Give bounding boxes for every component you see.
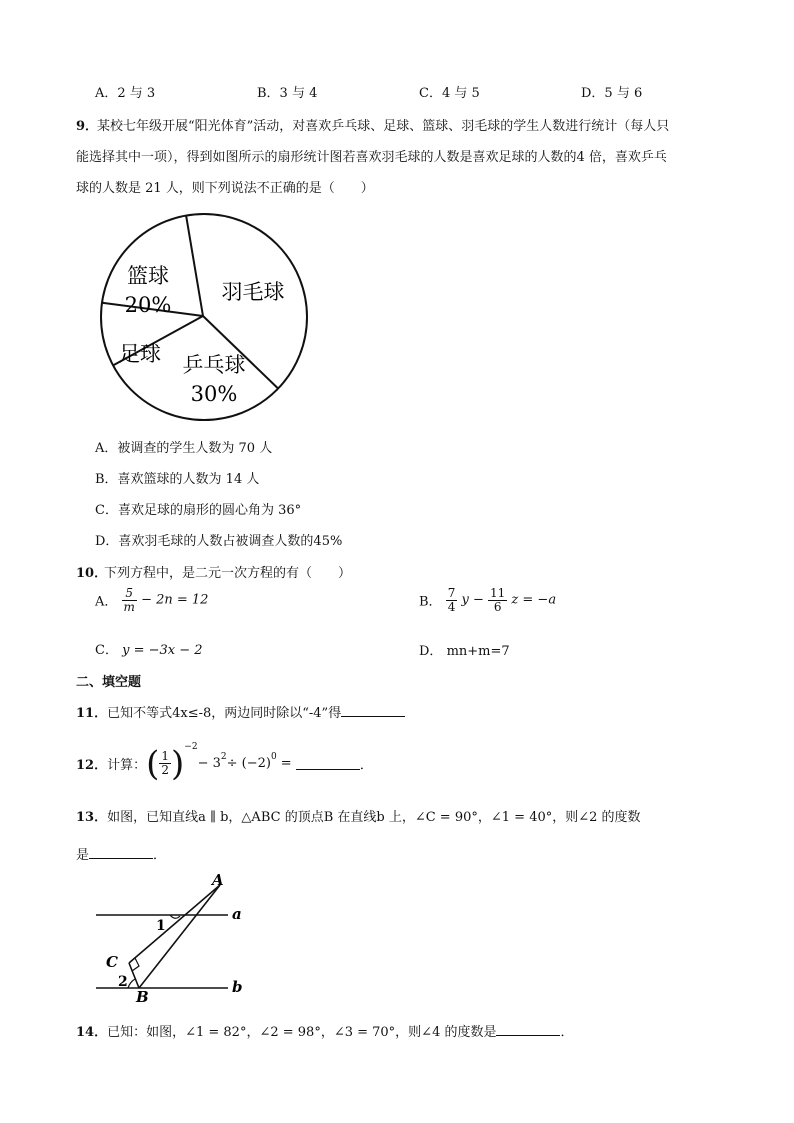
fraction-numerator: 1 [161, 749, 170, 764]
q11-text: 已知不等式4x≤-8，两边同时除以“-4”得 [107, 706, 342, 721]
q12-answer-blank[interactable] [296, 757, 360, 770]
fraction-denominator: 6 [493, 599, 502, 614]
q8-option-c: C．4 与 5 [419, 86, 480, 101]
pie-label-pingpong: 乒乓球 [182, 353, 246, 377]
q10-option-c-text: y = −3x − 2 [122, 643, 203, 658]
q10-option-b-fraction-1 [446, 587, 458, 613]
angle-2-arc [128, 979, 135, 988]
fraction-numerator: 11 [490, 586, 506, 600]
q14-number: 14． [76, 1025, 108, 1040]
q9-number: 9． [76, 119, 99, 134]
label-b: b [232, 978, 243, 996]
label-2: 2 [118, 974, 128, 990]
q10-option-d-label: D． [419, 644, 443, 659]
question-11 [76, 702, 405, 721]
pie-chart [96, 208, 312, 426]
right-paren: ) [171, 743, 185, 784]
q10-option-d [419, 640, 510, 659]
q12-exponent-3: 0 [270, 752, 277, 762]
label-B: B [136, 988, 149, 1002]
q13-figure [92, 872, 252, 1002]
q13-stem-line2: 是 [76, 848, 90, 863]
q8-option-a: A．2 与 3 [95, 86, 156, 101]
q13-line1 [76, 806, 641, 825]
q9-option-a: A．被调查的学生人数为 70 人 [95, 441, 273, 456]
q14-text: 已知：如图，∠1 = 82°，∠2 = 98°，∠3 = 70°，则∠4 的度数是 [107, 1025, 497, 1040]
q12-fraction [159, 750, 171, 776]
q11-number: 11． [76, 706, 108, 721]
q10-option-b-label: B． [419, 594, 442, 610]
fraction-numerator: 5 [122, 587, 137, 601]
fraction-denominator: m [123, 599, 135, 614]
q10-option-b-rest: z = −a [511, 592, 557, 608]
pie-percent-pingpong: 30% [190, 382, 238, 406]
q10-option-b-mid: y − [461, 592, 484, 608]
question-12 [76, 742, 373, 784]
q12-tail: = [276, 756, 296, 771]
q13-line2 [76, 844, 166, 863]
q10-option-b [419, 587, 556, 613]
q10-option-d-text: mn+m=7 [446, 644, 510, 659]
segment-ab [139, 885, 220, 988]
segment-ac [129, 885, 220, 963]
q10-number: 10． [76, 566, 108, 581]
label-A: A [212, 872, 224, 889]
q9-stem-line2: 能选择其中一项），得到如图所示的扇形统计图若喜欢羽毛球的人数是喜欢足球的人数的4 倍，喜欢乒乓 [76, 150, 667, 165]
q10-option-c [95, 639, 203, 658]
pie-label-football: 足球 [119, 342, 161, 366]
q12-mid2: ÷ (−2) [226, 756, 271, 771]
q12-exponent-2: 2 [220, 752, 227, 762]
q11-answer-blank[interactable] [341, 704, 405, 717]
q14-end: ． [560, 1025, 574, 1040]
q12-number: 12． [76, 758, 108, 773]
label-C: C [106, 953, 118, 971]
q9-option-c: C．喜欢足球的扇形的圆心角为 36° [95, 503, 302, 518]
q13-end: ． [153, 848, 167, 863]
question-14 [76, 1021, 574, 1040]
section-title-fill-blank: 二、填空题 [76, 675, 142, 690]
left-paren: ( [146, 743, 160, 784]
q10-stem: 下列方程中，是二元一次方程的有（ ） [104, 566, 352, 581]
fraction-numerator: 7 [447, 586, 456, 600]
q9-stem-line1: 某校七年级开展“阳光体育”活动，对喜欢乒乓球、足球、篮球、羽毛球的学生人数进行统计（每人只 [97, 119, 670, 134]
q9-stem-line3: 球的人数是 21 人，则下列说法不正确的是（ ） [76, 181, 374, 196]
q12-end: ． [359, 758, 373, 773]
q8-option-b: B．3 与 4 [257, 86, 318, 101]
fraction-denominator: 4 [447, 599, 456, 614]
q12-mid: − 3 [197, 756, 221, 771]
pie-label-badminton: 羽毛球 [221, 280, 285, 304]
q10-option-b-fraction-2 [488, 587, 507, 613]
q9-option-d: D．喜欢羽毛球的人数占被调查人数的45% [95, 534, 343, 549]
q12-exponent-1: −2 [184, 742, 198, 752]
label-a: a [232, 905, 242, 923]
label-1: 1 [156, 918, 166, 934]
q10-option-a-label: A． [95, 594, 118, 610]
divider-basketball-badminton [186, 216, 203, 316]
q10-option-a-rest: − 2n = 12 [141, 592, 209, 608]
q10-option-c-label: C． [95, 643, 118, 658]
q13-number: 13． [76, 810, 108, 825]
pie-percent-basketball: 20% [124, 293, 172, 317]
q8-option-d: D．5 与 6 [581, 86, 643, 101]
q9-option-b: B．喜欢篮球的人数为 14 人 [95, 472, 260, 487]
q10-option-a-fraction [122, 587, 137, 613]
q14-answer-blank[interactable] [496, 1023, 560, 1036]
q13-stem-line1: 如图，已知直线a ∥ b，△ABC 的顶点B 在直线b 上，∠C = 90°，∠1 = 40°，则∠2 的度数 [107, 810, 641, 825]
q10-option-a [95, 587, 208, 613]
q13-answer-blank[interactable] [89, 846, 153, 859]
q12-prefix: 计算： [107, 758, 147, 773]
fraction-denominator: 2 [161, 763, 170, 777]
pie-label-basketball: 篮球 [127, 264, 169, 288]
